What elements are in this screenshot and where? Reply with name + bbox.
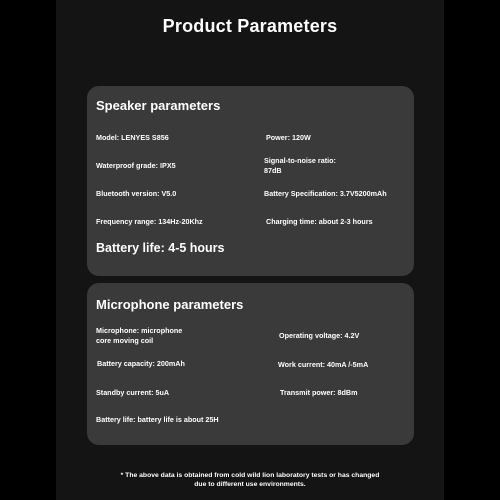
microphone-parameters-card bbox=[87, 283, 414, 445]
speaker-battery-specification: Battery Specification: 3.7V5200mAh bbox=[264, 189, 387, 198]
speaker-card-title: Speaker parameters bbox=[96, 98, 221, 113]
microphone-card-title: Microphone parameters bbox=[96, 297, 244, 312]
page-title: Product Parameters bbox=[162, 16, 338, 36]
speaker-bluetooth-version: Bluetooth version: V5.0 bbox=[96, 189, 177, 198]
microphone-work-current: Work current: 40mA /-5mA bbox=[278, 360, 369, 369]
microphone-battery-capacity: Battery capacity: 200mAh bbox=[97, 359, 185, 368]
speaker-battery-life: Battery life: 4-5 hours bbox=[96, 241, 225, 255]
speaker-waterproof-grade: Waterproof grade: IPX5 bbox=[96, 161, 176, 170]
speaker-model: Model: LENYES S856 bbox=[96, 133, 169, 142]
speaker-frequency-range: Frequency range: 134Hz-20Khz bbox=[96, 217, 203, 226]
footnote-line-2: due to different use environments. bbox=[194, 480, 306, 488]
speaker-power: Power: 120W bbox=[266, 133, 311, 142]
speaker-charging-time: Charging time: about 2-3 hours bbox=[266, 217, 373, 226]
microphone-standby-current: Standby current: 5uA bbox=[96, 388, 170, 397]
microphone-transmit-power: Transmit power: 8dBm bbox=[280, 388, 358, 397]
microphone-core: Microphone: microphone core moving coil bbox=[96, 326, 183, 345]
speaker-parameters-card bbox=[87, 86, 414, 276]
microphone-battery-life: Battery life: battery life is about 25H bbox=[96, 415, 219, 424]
speaker-signal-to-noise: Signal-to-noise ratio: 87dB bbox=[264, 156, 336, 175]
footnote-disclaimer bbox=[0, 472, 500, 489]
microphone-operating-voltage: Operating voltage: 4.2V bbox=[279, 331, 360, 340]
footnote-line-1: * The above data is obtained from cold wild lion laboratory tests or has changed bbox=[120, 472, 380, 479]
